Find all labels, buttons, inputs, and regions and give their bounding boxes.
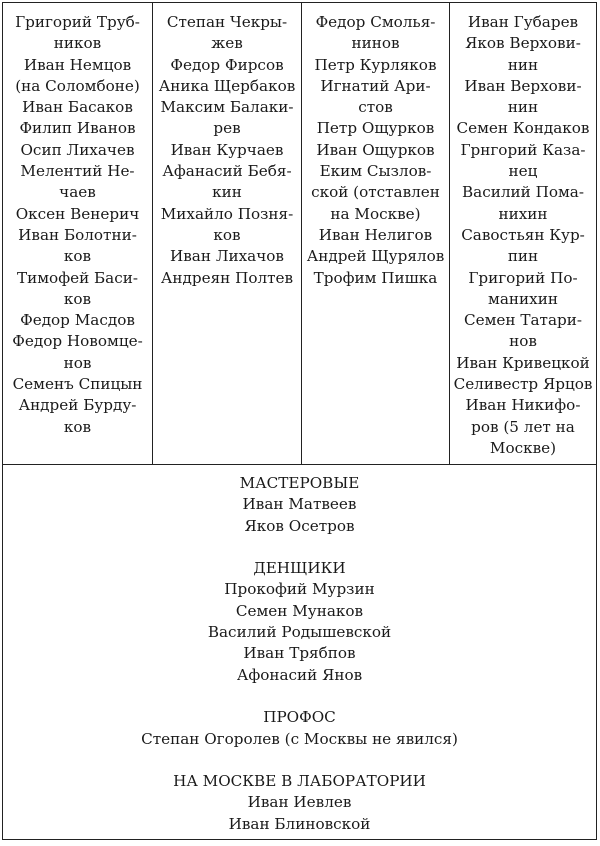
group-member: Иван Трябпов (243, 644, 356, 663)
name-line: нинов (351, 34, 400, 53)
name-line: Савостьян Кур- (461, 225, 585, 244)
roster-column-3 (301, 3, 449, 464)
name-line: Иван Нелигов (318, 225, 433, 244)
name-line: рев (213, 119, 241, 138)
name-line: Степан Чекры- (166, 13, 288, 31)
name-line: ков (213, 225, 241, 244)
name-line: нин (507, 98, 539, 117)
name-line: Яков Верхови- (465, 34, 581, 53)
name-line: нов (63, 353, 92, 372)
name-line: Василий Пома- (462, 183, 584, 202)
name-line: Иван Никифо- (465, 396, 581, 415)
name-line: Семенъ Спицын (12, 375, 143, 394)
name-line: стов (358, 98, 393, 117)
name-line: Селивестр Ярцов (453, 375, 593, 394)
name-line: Иван Губарев (467, 13, 579, 31)
name-line: Федор Фирсов (170, 55, 284, 74)
roster-columns (3, 3, 596, 465)
group-member: Василий Родышевской (207, 623, 392, 642)
name-line: Григорий Труб- (15, 13, 140, 31)
name-line: Петр Ощурков (316, 119, 435, 138)
name-line: Андрей Бурду- (18, 396, 137, 415)
roster-group (3, 558, 596, 686)
name-line: Максим Балаки- (160, 98, 294, 117)
name-line: нец (508, 162, 538, 181)
name-line: пин (507, 247, 539, 266)
name-line: ров (5 лет на (471, 417, 575, 436)
name-line: Трофим Пишка (313, 268, 438, 287)
name-line: нов (509, 332, 537, 351)
name-line: Федор Масдов (20, 311, 135, 330)
name-line: Иван Верхови- (464, 76, 582, 95)
name-line: Тимофей Баси- (16, 268, 138, 287)
group-member: Семен Мунаков (235, 601, 364, 620)
name-line: Игнатий Ари- (320, 76, 431, 95)
name-line: Осип Лихачев (20, 140, 135, 159)
name-line: Иван Болотни- (18, 225, 137, 244)
name-line: чаев (59, 183, 96, 202)
name-line: Грнгорий Каза- (460, 140, 586, 159)
name-line: нихин (498, 204, 548, 223)
name-line: Мелентий Не- (20, 162, 135, 181)
name-line: ников (53, 34, 102, 53)
name-line: жев (211, 34, 243, 53)
group-member: Иван Матвеев (242, 495, 357, 514)
name-line: Петр Курляков (314, 55, 437, 74)
name-line: на Москве) (330, 204, 421, 223)
roster-table (2, 2, 597, 840)
group-title: ДЕНЩИКИ (253, 559, 346, 578)
name-line: ков (63, 247, 92, 266)
name-line: Семен Кондаков (456, 119, 590, 138)
group-member: Афонасий Янов (236, 665, 363, 684)
roster-groups (3, 465, 596, 835)
name-line: Иван Немцов (23, 55, 132, 74)
name-line: Афанасий Бебя- (162, 162, 292, 181)
group-member: Иван Блиновской (228, 814, 371, 833)
group-member: Яков Осетров (244, 516, 355, 535)
name-line: Еким Сызлов- (319, 162, 432, 181)
group-title: НА МОСКВЕ В ЛАБОРАТОРИИ (173, 772, 426, 791)
roster-group (3, 473, 596, 537)
name-line: Иван Лихачов (170, 247, 284, 266)
roster-group (3, 771, 596, 835)
roster-column-4 (449, 3, 596, 464)
name-line: ков (63, 417, 92, 436)
name-line: ков (63, 289, 92, 308)
name-line: Андреян Полтев (160, 268, 294, 287)
name-line: Федор Смолья- (315, 13, 436, 31)
name-line: кин (212, 183, 242, 202)
name-line: Аника Щербаков (158, 76, 296, 95)
name-line: Иван Курчаев (170, 140, 284, 159)
name-line: Семен Татари- (464, 311, 582, 330)
name-line: (на Соломбоне) (15, 76, 140, 95)
name-line: Андрей Щурялов (306, 247, 445, 266)
group-title: ПРОФОС (263, 708, 336, 727)
group-member: Прокофий Мурзин (224, 580, 375, 599)
name-line: Иван Ощурков (316, 140, 435, 159)
roster-group (3, 707, 596, 750)
group-member: Иван Иевлев (247, 793, 352, 812)
name-line: Григорий По- (468, 268, 578, 287)
group-title: МАСТЕРОВЫЕ (239, 474, 360, 492)
group-member: Степан Огоролев (с Москвы не явился) (141, 729, 458, 748)
name-line: Федор Новомце- (12, 332, 143, 351)
name-line: Москве) (489, 438, 557, 457)
name-line: ской (отставлен (311, 183, 440, 202)
name-line: Иван Басаков (22, 98, 133, 117)
name-line: Оксен Венерич (15, 204, 140, 223)
roster-column-1 (3, 3, 152, 464)
name-line: манихин (488, 289, 558, 308)
name-line: Михайло Позня- (160, 204, 294, 223)
name-line: нин (507, 55, 539, 74)
name-line: Иван Кривецкой (456, 353, 590, 372)
roster-column-2 (152, 3, 301, 464)
name-line: Филип Иванов (19, 119, 136, 138)
